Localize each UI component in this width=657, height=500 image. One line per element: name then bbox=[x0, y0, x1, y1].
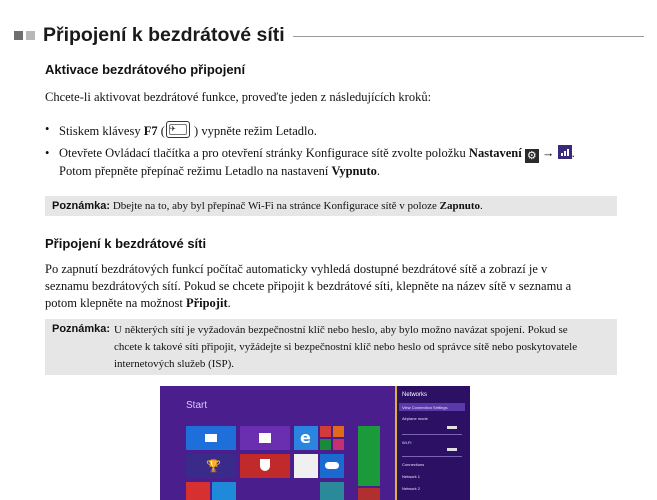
panel-item: Wi-Fi bbox=[402, 440, 412, 445]
ie-tile bbox=[294, 426, 318, 450]
note-security-text: U některých sítí je vyžadován bezpečnostní klíč nebo heslo, aby bylo možno navázat spojení. Pokud se chcete k takové síti připojit, vyžádejte si bezpečnostní klíč nebo heslo od správce sítě nebo poskytovatele internetových služeb (ISP). bbox=[114, 324, 578, 370]
bullet-f7-text: Stiskem klávesy F7 ( ✈ ) vypněte režim Letadlo. bbox=[59, 121, 624, 140]
photos-tile bbox=[294, 454, 318, 478]
bottom-tile-c bbox=[320, 482, 344, 500]
heading-rule bbox=[293, 36, 644, 37]
panel-divider bbox=[402, 434, 462, 435]
networks-panel bbox=[395, 386, 470, 500]
networks-title: Networks bbox=[402, 392, 428, 398]
activation-intro: Chcete-li aktivovat bezdrátové funkce, proveďte jeden z následujících kroků: bbox=[45, 90, 432, 104]
shield-icon bbox=[260, 459, 270, 471]
cloud-icon bbox=[325, 462, 339, 469]
note-label: Poznámka: bbox=[52, 323, 111, 335]
panel-item: Connections bbox=[402, 462, 425, 467]
airplane-toggle bbox=[447, 426, 457, 429]
bullet-f7 bbox=[45, 121, 625, 139]
section-title-activation: Aktivace bezdrátového připojení bbox=[45, 62, 246, 77]
panel-item: Airplane mode bbox=[402, 416, 428, 421]
panel-item: View Connection Settings bbox=[402, 405, 448, 410]
mail-icon bbox=[205, 434, 217, 442]
heading-square-dark bbox=[14, 31, 23, 40]
section-title-connect: Připojení k bezdrátové síti bbox=[45, 236, 207, 251]
settings-gear-icon: ⚙ bbox=[525, 149, 539, 163]
weather-tile bbox=[320, 454, 344, 478]
windows-start-screenshot bbox=[160, 386, 470, 500]
network-signal-icon bbox=[558, 145, 572, 159]
note-wifi: Poznámka: Dbejte na to, aby byl přepínač Wi-Fi na stránce Konfigurace sítě v poloze Zapnuto. bbox=[45, 196, 617, 216]
bottom-tile-d bbox=[358, 488, 380, 500]
mail-tile bbox=[186, 426, 236, 450]
small-tile-d bbox=[333, 439, 344, 450]
panel-item: Network 1 bbox=[402, 474, 421, 479]
wifi-toggle bbox=[447, 448, 457, 451]
panel-divider bbox=[402, 456, 462, 457]
connect-paragraph: Po zapnutí bezdrátových funkcí počítač automaticky vyhledá dostupné bezdrátové sítě a zobrazí je v seznamu bezdrátových sítí. Pokud se chcete připojit k bezdrátové síti, klepněte na název sítě v seznamu a potom klepněte na možnost Připojit. bbox=[45, 262, 572, 310]
heading-row bbox=[14, 18, 644, 52]
start-label: Start bbox=[186, 400, 208, 411]
note-security-key bbox=[45, 319, 617, 375]
key-name: F7 bbox=[143, 124, 158, 138]
heading-square-light bbox=[26, 31, 35, 40]
ie-icon: e bbox=[300, 428, 311, 447]
small-tile-b bbox=[333, 426, 344, 437]
small-tile-c bbox=[320, 439, 331, 450]
airplane-key-icon: ✈ bbox=[166, 121, 190, 138]
bottom-tile-b bbox=[212, 482, 236, 500]
bullet-dot: • bbox=[45, 122, 50, 136]
panel-item: Network 2 bbox=[402, 486, 421, 491]
note-label: Poznámka: bbox=[52, 200, 111, 212]
bullet-dot: • bbox=[45, 146, 50, 160]
page-title: Připojení k bezdrátové síti bbox=[43, 23, 285, 46]
bullet-settings-text: Otevřete Ovládací tlačítka a pro otevření stránky Konfigurace sítě zvolte položku Nastavení ⚙ → . Potom přepněte přepínač režimu Letadlo na nastavení Vypnuto. bbox=[59, 146, 575, 178]
shield-tile bbox=[240, 454, 290, 478]
trophy-tile bbox=[186, 454, 236, 478]
bullet-settings bbox=[45, 145, 625, 181]
calendar-tile bbox=[240, 426, 290, 450]
bottom-tile-a bbox=[186, 482, 210, 500]
small-tile-a bbox=[320, 426, 331, 437]
calendar-icon bbox=[259, 433, 271, 443]
trophy-icon: 🏆 bbox=[206, 459, 221, 473]
green-tile bbox=[358, 426, 380, 486]
